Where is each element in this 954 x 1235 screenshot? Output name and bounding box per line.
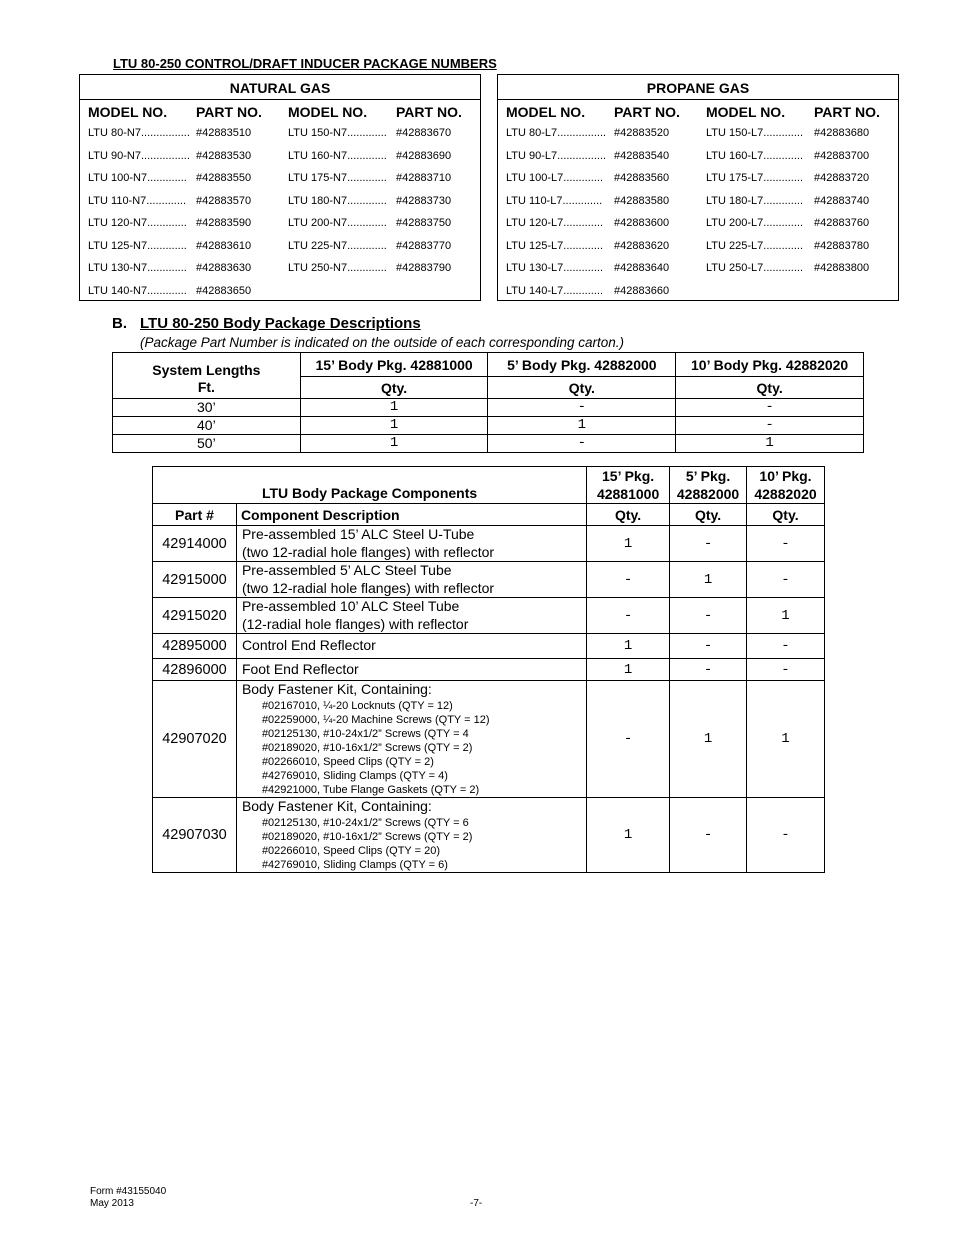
model-number: LTU 80-N7: [88, 127, 141, 139]
components-table: [152, 466, 825, 873]
length-qty: 1: [300, 435, 488, 453]
length-qty: 1: [676, 435, 864, 453]
qty-header: Qty.: [488, 377, 676, 399]
part-number: #42883610: [196, 239, 252, 252]
model-number: LTU 125-L7: [506, 239, 564, 252]
dot-leader: .............: [347, 172, 387, 184]
model-number: LTU 120-N7: [88, 217, 148, 229]
part-number: #42883730: [396, 194, 452, 207]
model-number: LTU 90-N7: [88, 149, 141, 162]
pkg-15-header: [587, 467, 670, 504]
dot-leader: .............: [147, 172, 187, 184]
part-number: #42883600: [614, 217, 670, 229]
part-number: #42883550: [196, 172, 252, 184]
model-number: LTU 150-N7: [288, 127, 348, 139]
description-header: Component Description: [236, 504, 586, 526]
component-description-line: (two 12-radial hole flanges) with reflector: [241, 579, 495, 596]
length-ft: 30’: [113, 399, 301, 417]
part-number: #42883770: [396, 239, 452, 252]
component-row: [153, 681, 825, 798]
model-part-row: [288, 167, 478, 190]
natural-gas-left-column: [88, 102, 278, 302]
model-number: LTU 250-L7: [706, 262, 764, 274]
part-number: #42883700: [814, 149, 870, 162]
page-number: -7-: [470, 1198, 483, 1209]
length-qty: 1: [300, 399, 488, 417]
dot-leader: .............: [563, 284, 604, 297]
length-qty: 1: [300, 417, 488, 435]
model-number: LTU 100-N7: [88, 172, 148, 184]
model-part-row: [706, 167, 896, 190]
model-part-row: [706, 122, 896, 145]
dot-leader: .............: [563, 239, 604, 252]
component-qty: -: [587, 562, 670, 598]
section-b-note: (Package Part Number is indicated on the outside of each corresponding carton.): [140, 335, 625, 350]
dot-leader: .............: [763, 149, 804, 162]
part-number: #42883680: [814, 127, 870, 139]
dot-leader: .............: [763, 172, 804, 184]
pkg-10-line1: 10’ Pkg.: [759, 468, 812, 484]
natural-gas-box: [79, 74, 481, 301]
part-no-label: PART NO.: [814, 104, 880, 120]
model-part-row: [288, 257, 478, 280]
dot-leader: ................: [140, 127, 190, 139]
kit-item: #02259000, ¼-20 Machine Screws (QTY = 12): [261, 713, 490, 726]
model-part-row: [88, 167, 278, 190]
component-part-number: 42895000: [153, 634, 237, 659]
component-qty: 1: [747, 598, 825, 634]
component-qty: -: [747, 634, 825, 659]
part-number: #42883780: [814, 239, 870, 252]
model-part-row: [288, 212, 478, 235]
kit-item: #02125130, #10-24x1/2” Screws (QTY = 6: [261, 816, 469, 829]
part-number: #42883520: [614, 127, 670, 139]
component-qty: 1: [587, 634, 670, 659]
part-number: #42883630: [196, 262, 252, 274]
part-no-label: PART NO.: [196, 104, 262, 120]
form-date: May 2013: [90, 1198, 134, 1209]
length-row: [113, 399, 864, 417]
model-part-row: [506, 122, 696, 145]
length-row: [113, 435, 864, 453]
model-part-row: [88, 257, 278, 280]
model-number: LTU 225-N7: [288, 239, 348, 252]
component-qty: 1: [587, 798, 670, 873]
part-number: #42883540: [614, 149, 670, 162]
model-part-row: [506, 280, 696, 303]
component-description-line: Pre-assembled 15’ ALC Steel U-Tube: [241, 526, 475, 542]
propane-gas-box: [497, 74, 899, 301]
kit-item: #02125130, #10-24x1/2” Screws (QTY = 4: [261, 727, 469, 740]
part-number: #42883640: [614, 262, 670, 274]
dot-leader: .............: [146, 194, 187, 207]
component-qty: -: [670, 526, 747, 562]
dot-leader: .............: [147, 284, 187, 297]
model-part-row: [506, 212, 696, 235]
qty-header: Qty.: [300, 377, 488, 399]
component-qty: -: [747, 562, 825, 598]
component-description: [236, 634, 586, 659]
model-number: LTU 180-N7: [288, 194, 348, 207]
model-number: LTU 120-L7: [506, 217, 564, 229]
model-number: LTU 225-L7: [706, 239, 764, 252]
dot-leader: .............: [763, 262, 804, 274]
model-number: LTU 140-L7: [506, 284, 564, 297]
model-number: LTU 110-L7: [506, 194, 563, 207]
model-number: LTU 110-N7: [88, 194, 147, 207]
part-no-label: PART NO.: [614, 104, 680, 120]
model-part-row: [506, 235, 696, 258]
component-qty: -: [670, 798, 747, 873]
model-part-row: [706, 212, 896, 235]
qty-header: Qty.: [587, 504, 670, 526]
pkg-header-5: 5’ Body Pkg. 42882000: [488, 353, 676, 377]
component-row: [153, 598, 825, 634]
model-part-row: [288, 190, 478, 213]
component-qty: 1: [587, 526, 670, 562]
component-part-number: 42907030: [153, 798, 237, 873]
pkg-10-line2: 42882020: [754, 486, 817, 502]
dot-leader: .............: [347, 149, 387, 162]
model-number: LTU 130-L7: [506, 262, 564, 274]
pkg-10-header: [747, 467, 825, 504]
part-no-label: PART NO.: [396, 104, 462, 120]
component-row: [153, 798, 825, 873]
part-number: #42883670: [396, 127, 452, 139]
component-qty: -: [747, 798, 825, 873]
column-header: [706, 102, 896, 122]
model-number: LTU 250-N7: [288, 262, 348, 274]
model-part-row: [288, 122, 478, 145]
dot-leader: .............: [563, 217, 604, 229]
length-ft: 50’: [113, 435, 301, 453]
model-no-label: MODEL NO.: [706, 104, 786, 120]
model-part-row: [88, 280, 278, 303]
model-number: LTU 100-L7: [506, 172, 564, 184]
system-lengths-header: [113, 353, 301, 399]
component-qty: 1: [670, 562, 747, 598]
kit-item: #42769010, Sliding Clamps (QTY = 4): [261, 769, 448, 782]
natural-gas-header: NATURAL GAS: [80, 75, 480, 100]
propane-gas-left-column: [506, 102, 696, 302]
model-number: LTU 175-N7: [288, 172, 348, 184]
qty-header: Qty.: [676, 377, 864, 399]
component-description: [236, 562, 586, 598]
model-part-row: [88, 190, 278, 213]
length-qty: 1: [488, 417, 676, 435]
kit-item: #42769010, Sliding Clamps (QTY = 6): [261, 858, 448, 871]
model-part-row: [706, 235, 896, 258]
dot-leader: .............: [347, 262, 387, 274]
pkg-header-10: 10’ Body Pkg. 42882020: [676, 353, 864, 377]
part-number: #42883720: [814, 172, 870, 184]
system-lengths-label: System Lengths: [152, 361, 261, 378]
part-number: #42883740: [814, 194, 870, 207]
length-qty: -: [488, 435, 676, 453]
components-title: LTU Body Package Components: [153, 467, 587, 504]
length-qty: -: [488, 399, 676, 417]
component-qty: -: [670, 634, 747, 659]
component-row: [153, 634, 825, 659]
dot-leader: .............: [147, 217, 187, 229]
qty-header: Qty.: [747, 504, 825, 526]
model-number: LTU 200-N7: [288, 217, 348, 229]
pkg-5-header: [670, 467, 747, 504]
model-number: LTU 125-N7: [88, 239, 148, 252]
part-number: #42883800: [814, 262, 870, 274]
model-no-label: MODEL NO.: [288, 104, 368, 120]
part-number: #42883660: [614, 284, 670, 297]
model-part-row: [706, 190, 896, 213]
length-qty: -: [676, 399, 864, 417]
dot-leader: .............: [763, 127, 804, 139]
column-header: [506, 102, 696, 122]
kit-item: #42921000, Tube Flange Gaskets (QTY = 2): [261, 783, 480, 796]
length-ft: 40’: [113, 417, 301, 435]
component-qty: -: [587, 598, 670, 634]
model-part-row: [88, 212, 278, 235]
dot-leader: .............: [763, 194, 804, 207]
component-part-number: 42914000: [153, 526, 237, 562]
part-number: #42883790: [396, 262, 452, 274]
dot-leader: .............: [562, 194, 603, 207]
part-number: #42883760: [814, 217, 870, 229]
model-part-row: [506, 145, 696, 168]
model-number: LTU 80-L7: [506, 127, 558, 139]
model-number: LTU 180-L7: [706, 194, 764, 207]
model-part-row: [506, 257, 696, 280]
model-no-label: MODEL NO.: [506, 104, 586, 120]
length-qty: -: [676, 417, 864, 435]
model-part-row: [506, 167, 696, 190]
component-description-line: Body Fastener Kit, Containing:: [241, 798, 432, 815]
model-no-label: MODEL NO.: [88, 104, 168, 120]
pkg-header-15: 15’ Body Pkg. 42881000: [300, 353, 488, 377]
form-number: Form #43155040: [90, 1186, 167, 1197]
component-qty: 1: [747, 681, 825, 798]
part-number: #42883710: [396, 172, 452, 184]
qty-header: Qty.: [670, 504, 747, 526]
part-number: #42883560: [614, 172, 670, 184]
model-number: LTU 90-L7: [506, 149, 558, 162]
part-number: #42883510: [196, 127, 252, 139]
component-description-line: Body Fastener Kit, Containing:: [241, 681, 432, 698]
part-number: #42883570: [196, 194, 252, 207]
component-description: [236, 798, 586, 873]
part-number-header: Part #: [153, 504, 237, 526]
component-qty: -: [747, 526, 825, 562]
pkg-5-line2: 42882000: [676, 486, 740, 502]
model-part-row: [88, 235, 278, 258]
dot-leader: .............: [763, 239, 804, 252]
component-part-number: 42907020: [153, 681, 237, 798]
component-description: [236, 526, 586, 562]
column-header: [88, 102, 278, 122]
component-qty: -: [587, 681, 670, 798]
package-numbers-title: LTU 80-250 CONTROL/DRAFT INDUCER PACKAGE NUMBERS: [113, 56, 497, 71]
model-part-row: [88, 145, 278, 168]
model-part-row: [288, 145, 478, 168]
part-number: #42883690: [396, 149, 452, 162]
footer-form-info: [90, 1186, 166, 1210]
column-header: [288, 102, 478, 122]
component-description-line: Pre-assembled 10’ ALC Steel Tube: [241, 598, 460, 614]
component-description: [236, 598, 586, 634]
ft-label: Ft.: [197, 378, 215, 395]
dot-leader: .............: [147, 239, 187, 252]
kit-item: #02266010, Speed Clips (QTY = 2): [261, 755, 434, 768]
model-part-row: [706, 257, 896, 280]
part-number: #42883650: [196, 284, 252, 297]
section-b-label: B.: [112, 315, 127, 332]
section-b-title: LTU 80-250 Body Package Descriptions: [140, 315, 421, 332]
propane-gas-right-column: [706, 102, 896, 280]
model-number: LTU 160-N7: [288, 149, 348, 162]
length-row: [113, 417, 864, 435]
component-description: [236, 659, 586, 681]
dot-leader: .............: [347, 239, 387, 252]
component-row: [153, 526, 825, 562]
pkg-15-line1: 15’ Pkg.: [602, 468, 655, 484]
model-number: LTU 175-L7: [706, 172, 764, 184]
model-part-row: [706, 145, 896, 168]
section-b-heading: [112, 315, 421, 332]
dot-leader: .............: [147, 262, 187, 274]
model-number: LTU 130-N7: [88, 262, 148, 274]
model-part-row: [288, 235, 478, 258]
dot-leader: .............: [763, 217, 804, 229]
model-number: LTU 200-L7: [706, 217, 764, 229]
component-qty: -: [747, 659, 825, 681]
component-description-line: (12-radial hole flanges) with reflector: [241, 615, 469, 632]
kit-item: #02266010, Speed Clips (QTY = 20): [261, 844, 440, 857]
model-number: LTU 160-L7: [706, 149, 764, 162]
dot-leader: .............: [563, 172, 604, 184]
component-description-line: Foot End Reflector: [241, 660, 359, 677]
dot-leader: .............: [347, 127, 387, 139]
component-description-line: Control End Reflector: [241, 637, 376, 654]
model-number: LTU 150-L7: [706, 127, 764, 139]
part-number: #42883750: [396, 217, 452, 229]
component-qty: 1: [670, 681, 747, 798]
component-qty: -: [670, 598, 747, 634]
component-part-number: 42915000: [153, 562, 237, 598]
pkg-15-line2: 42881000: [596, 486, 660, 502]
dot-leader: .............: [563, 262, 604, 274]
kit-item: #02189020, #10-16x1/2” Screws (QTY = 2): [261, 830, 473, 843]
dot-leader: ................: [557, 149, 607, 162]
dot-leader: ................: [140, 149, 190, 162]
part-number: #42883590: [196, 217, 252, 229]
part-number: #42883620: [614, 239, 670, 252]
kit-item: #02167010, ¼-20 Locknuts (QTY = 12): [261, 699, 453, 712]
component-description-line: Pre-assembled 5’ ALC Steel Tube: [241, 562, 452, 578]
component-qty: 1: [587, 659, 670, 681]
system-lengths-table: [112, 352, 864, 453]
component-part-number: 42896000: [153, 659, 237, 681]
kit-item: #02189020, #10-16x1/2” Screws (QTY = 2): [261, 741, 473, 754]
component-row: [153, 562, 825, 598]
model-number: LTU 140-N7: [88, 284, 148, 297]
dot-leader: .............: [347, 194, 387, 207]
part-number: #42883530: [196, 149, 252, 162]
part-number: #42883580: [614, 194, 670, 207]
dot-leader: .............: [347, 217, 387, 229]
component-row: [153, 659, 825, 681]
pkg-5-line1: 5’ Pkg.: [685, 468, 731, 484]
component-part-number: 42915020: [153, 598, 237, 634]
model-part-row: [506, 190, 696, 213]
dot-leader: ................: [557, 127, 607, 139]
natural-gas-right-column: [288, 102, 478, 280]
component-qty: -: [670, 659, 747, 681]
component-description: [236, 681, 586, 798]
propane-gas-header: PROPANE GAS: [498, 75, 898, 100]
model-part-row: [88, 122, 278, 145]
component-description-line: (two 12-radial hole flanges) with reflector: [241, 543, 495, 560]
